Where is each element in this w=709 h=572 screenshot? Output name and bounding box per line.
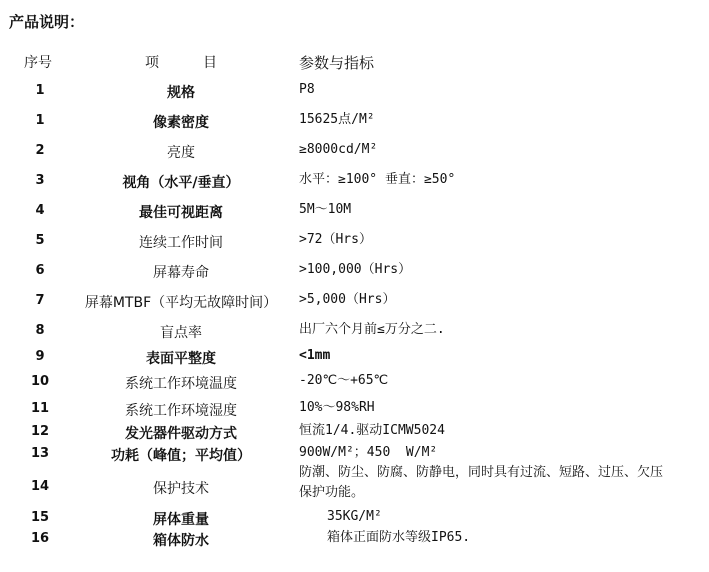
row-index: 14 [30, 479, 50, 494]
row-param: 5M～10M [299, 202, 352, 217]
row-index: 10 [30, 374, 50, 389]
row-param: 10%～98%RH [299, 400, 375, 415]
row-item: 连续工作时间 [139, 235, 223, 251]
row-index: 1 [35, 113, 45, 128]
row-index: 6 [35, 263, 45, 278]
row-item: 屏幕寿命 [153, 265, 209, 281]
row-param: -20℃～+65℃ [299, 373, 389, 388]
row-index: 13 [30, 446, 50, 461]
row-item: 发光器件驱动方式 [125, 426, 237, 442]
row-index: 8 [35, 323, 45, 338]
row-param: >72（Hrs） [299, 232, 372, 247]
row-param: 900W/M²；450 W/M² [299, 445, 438, 460]
header-param: 参数与指标 [299, 54, 375, 72]
row-index: 1 [35, 83, 45, 98]
row-index: 3 [35, 173, 45, 188]
row-index: 9 [35, 349, 45, 364]
row-param: P8 [299, 82, 315, 97]
row-item: 视角（水平/垂直） [122, 175, 240, 191]
row-param: <1mm [299, 348, 331, 363]
row-item: 表面平整度 [146, 351, 216, 367]
row-param: 防潮、防尘、防腐、防静电，同时具有过流、短路、过压、欠压保护功能。 [299, 465, 664, 500]
row-item: 盲点率 [160, 325, 202, 341]
row-item: 功耗（峰值；平均值） [111, 448, 251, 464]
row-index: 12 [30, 424, 50, 439]
row-item: 规格 [167, 85, 195, 101]
row-param: >5,000（Hrs） [299, 292, 396, 307]
row-param: ≥8000cd/M² [299, 142, 378, 157]
row-item: 像素密度 [153, 115, 209, 131]
row-index: 15 [30, 510, 50, 525]
row-index: 11 [30, 401, 50, 416]
row-item: 亮度 [167, 145, 195, 161]
row-item: 最佳可视距离 [139, 205, 223, 221]
row-index: 4 [35, 203, 45, 218]
row-param: 箱体正面防水等级IP65. [327, 530, 471, 545]
header-item-part2: 目 [203, 55, 217, 71]
row-item: 箱体防水 [153, 533, 209, 549]
header-item-part1: 项 [145, 55, 159, 71]
row-param: 水平：≥100° 垂直：≥50° [299, 172, 456, 187]
row-index: 5 [35, 233, 45, 248]
row-index: 2 [35, 143, 45, 158]
row-param: 35KG/M² [327, 509, 382, 524]
row-param: 恒流1/4.驱动ICMW5024 [299, 423, 445, 438]
header-item [145, 56, 217, 70]
row-param: 15625点/M² [299, 112, 375, 127]
row-item: 屏幕MTBF（平均无故障时间） [84, 295, 278, 311]
page-title: 产品说明： [9, 13, 85, 31]
row-item: 系统工作环境湿度 [125, 403, 237, 419]
row-param: 出厂六个月前≤万分之二. [299, 322, 445, 337]
row-item: 保护技术 [153, 481, 209, 497]
row-item: 屏体重量 [153, 512, 209, 528]
header-index: 序号 [24, 55, 52, 71]
row-item: 系统工作环境温度 [125, 376, 237, 392]
row-param: >100,000（Hrs） [299, 262, 412, 277]
row-index: 16 [30, 531, 50, 546]
row-index: 7 [35, 293, 45, 308]
